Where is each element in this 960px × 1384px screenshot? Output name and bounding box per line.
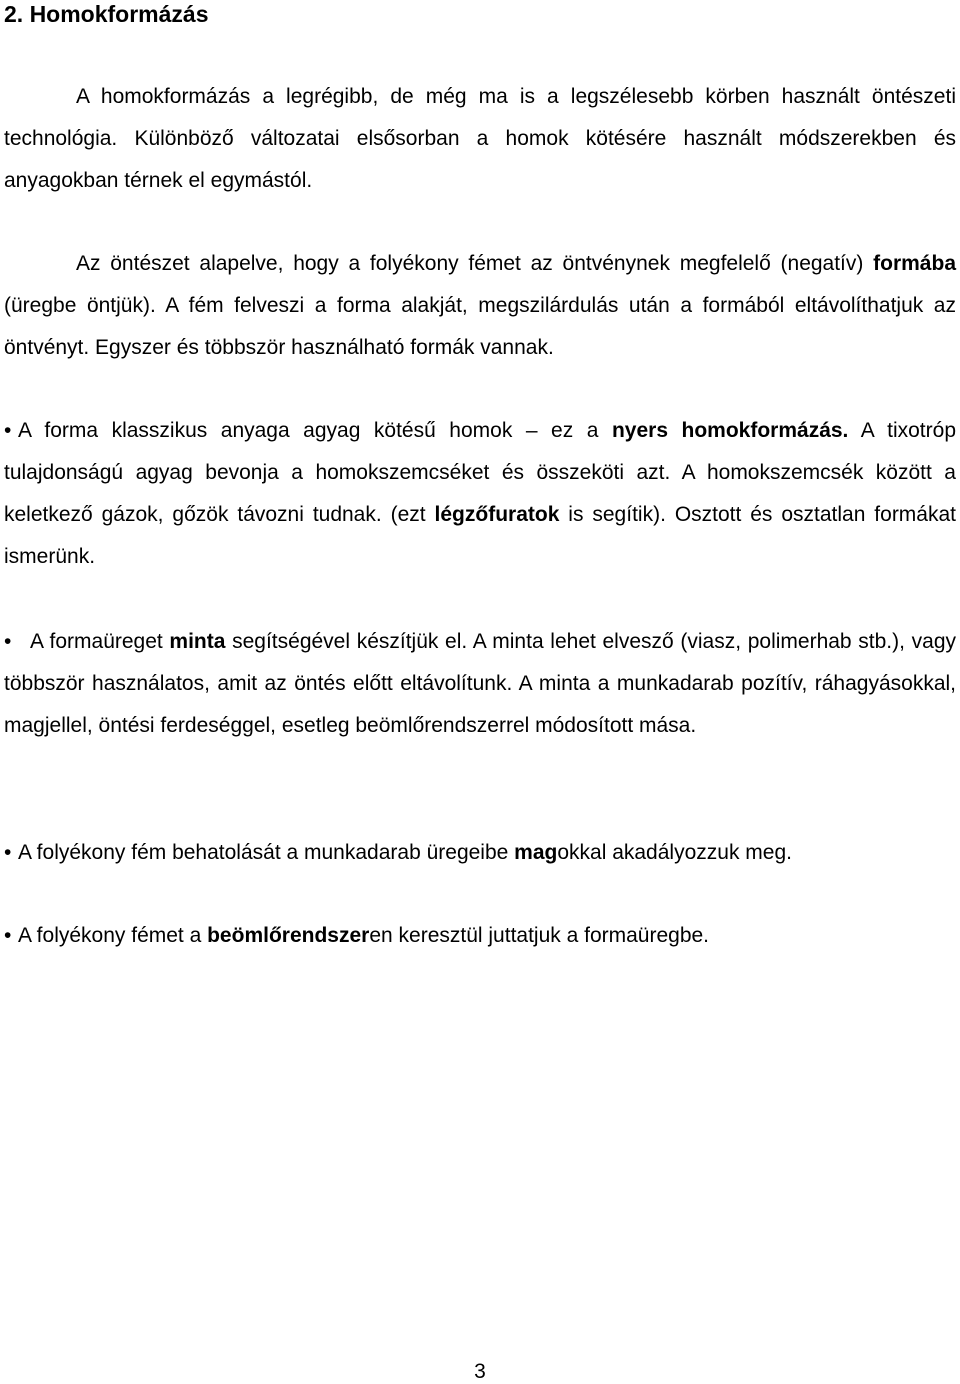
bullet-item-pattern-text-start: A formaüreget bbox=[30, 630, 170, 653]
term-legzofuratok: légzőfuratok bbox=[434, 503, 560, 526]
section-heading: 2. Homokformázás bbox=[4, 1, 209, 27]
bullet-item-cores-text-start: A folyékony fém behatolását a munkadarab üregeibe bbox=[18, 841, 515, 864]
paragraph-principle-text-start: Az öntészet alapelve, hogy a folyékony fémet az öntvénynek megfelelő (negatív) bbox=[76, 252, 874, 275]
paragraph-intro bbox=[4, 76, 956, 202]
term-beomlorendszer: beömlőrendszer bbox=[207, 924, 370, 947]
bullet-icon: • bbox=[4, 419, 12, 442]
term-nyers-homokformazas: nyers homokformázás. bbox=[611, 419, 849, 442]
bullet-item-cores bbox=[4, 832, 956, 874]
bullet-item-cores-text-end: okkal akadályozzuk meg. bbox=[557, 841, 792, 864]
paragraph-principle-text-end: (üregbe öntjük). A fém felveszi a forma alakját, megszilárdulás után a formából eltávolíthatjuk az öntvényt. Egyszer és többször használható formák vannak. bbox=[4, 294, 956, 359]
term-minta: minta bbox=[169, 630, 226, 653]
bullet-icon: • bbox=[4, 630, 12, 653]
bullet-icon: • bbox=[4, 841, 12, 864]
bullet-item-sand-binding-text-start: A forma klasszikus anyaga agyag kötésű homok – ez a bbox=[18, 419, 612, 442]
bullet-item-pattern-text-end: segítségével készítjük el. A minta lehet elvesző (viasz, polimerhab stb.), vagy többször használatos, amit az öntés előtt eltávolítunk. A minta a munkadarab pozítív, ráhagyásokkal, magjellel, öntési ferdeséggel, esetleg beömlőrendszerrel módosított mása. bbox=[4, 630, 956, 737]
paragraph-principle bbox=[4, 243, 956, 369]
bullet-item-gating-system-text-end: en keresztül juttatjuk a formaüregbe. bbox=[369, 924, 710, 947]
bullet-icon: • bbox=[4, 924, 12, 947]
bullet-item-gating-system bbox=[4, 915, 956, 957]
bullet-item-sand-binding-text-end: is segítik). Osztott és osztatlan formákat ismerünk. bbox=[4, 503, 956, 568]
bullet-item-sand-binding-text-middle: A tixotróp tulajdonságú agyag bevonja a homokszemcséket és összeköti azt. A homokszemcsék között a keletkező gázok, gőzök távozni tudnak. (ezt bbox=[4, 419, 956, 526]
page-number: 3 bbox=[474, 1360, 486, 1383]
bullet-item-pattern bbox=[4, 621, 956, 747]
paragraph-intro-text: A homokformázás a legrégibb, de még ma is a legszélesebb körben használt öntészeti technológia. Különböző változatai elsősorban a homok kötésére használt módszerekben és anyagokban térnek el egymástól. bbox=[4, 85, 956, 192]
term-mag: mag bbox=[514, 841, 558, 864]
term-formaba: formába bbox=[873, 252, 956, 275]
bullet-item-sand-binding bbox=[4, 410, 956, 578]
bullet-item-gating-system-text-start: A folyékony fémet a bbox=[18, 924, 208, 947]
